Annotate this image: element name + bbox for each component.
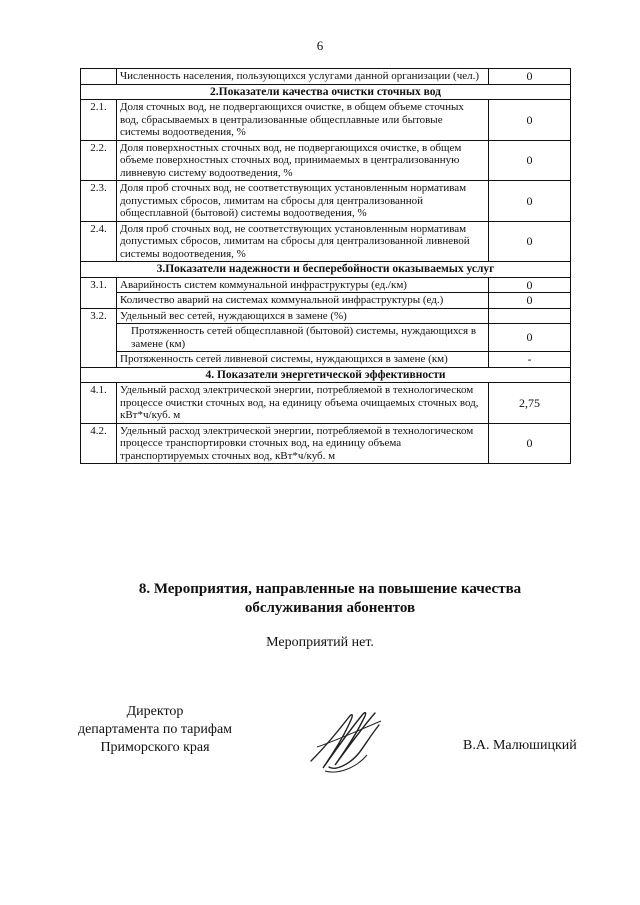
signatory-line1: Директор — [126, 704, 184, 719]
indicator-value: 0 — [489, 181, 571, 222]
indicator-name: Удельный расход электрической энергии, потребляемой в технологическом процессе очистки сточных вод, на единицу объема очищаемых сточных вод, кВт*ч/куб. м — [117, 383, 489, 424]
row-number: 4.2. — [81, 423, 117, 464]
table-row — [81, 383, 571, 424]
indicator-name: Доля сточных вод, не подвергающихся очистке, в общем объеме сточных вод, сбрасываемых в централизованные общесплавные или бытовые системы водоотведения, % — [117, 100, 489, 141]
indicator-name: Протяженность сетей общесплавной (бытовой) системы, нуждающихся в замене (км) — [117, 324, 489, 352]
indicator-value: 0 — [489, 423, 571, 464]
indicator-value: 0 — [489, 100, 571, 141]
row-number: 2.3. — [81, 181, 117, 222]
indicators-table-body — [81, 69, 571, 464]
section-row — [81, 262, 571, 278]
table-row — [81, 423, 571, 464]
row-number: 3.1. — [81, 277, 117, 308]
measures-note: Мероприятий нет. — [266, 635, 374, 650]
table-row — [81, 277, 571, 293]
indicator-value: 0 — [489, 221, 571, 262]
indicator-name: Доля проб сточных вод, не соответствующих установленным нормативам допустимых сбросов, лимитам на сбросы для централизованной ливневой системы водоотведения, % — [117, 221, 489, 262]
signatory-name: В.А. Малюшицкий — [463, 738, 577, 753]
row-number: 2.2. — [81, 140, 117, 181]
indicators-table — [80, 68, 571, 464]
table-row — [81, 352, 571, 368]
section-title: 4. Показатели энергетической эффективности — [81, 367, 571, 383]
signatory-line3: Приморского края — [100, 740, 210, 755]
indicator-name: Аварийность систем коммунальной инфраструктуры (ед./км) — [117, 277, 489, 293]
table-row — [81, 100, 571, 141]
indicator-value: 0 — [489, 277, 571, 293]
table-row — [81, 181, 571, 222]
row-number: 2.4. — [81, 221, 117, 262]
row-number: 2.1. — [81, 100, 117, 141]
indicator-name: Доля проб сточных вод, не соответствующих установленным нормативам допустимых сбросов, лимитам на сбросы для централизованной общесплавной (бытовой) системы водоотведения, % — [117, 181, 489, 222]
row-number: 3.2. — [81, 308, 117, 367]
indicator-name: Удельный вес сетей, нуждающихся в замене (%) — [117, 308, 489, 324]
indicator-value: 0 — [489, 140, 571, 181]
indicator-name: Количество аварий на системах коммунальной инфраструктуры (ед.) — [117, 293, 489, 309]
signatory-line2: департамента по тарифам — [77, 722, 233, 737]
section-heading — [60, 580, 600, 618]
table-row — [81, 140, 571, 181]
table-row — [81, 69, 571, 85]
section-heading-line1: 8. Мероприятия, направленные на повышение качества — [138, 581, 522, 597]
indicator-value — [489, 308, 571, 324]
section-heading-line2: обслуживания абонентов — [244, 600, 416, 616]
table-row — [81, 324, 571, 352]
indicator-value: 0 — [489, 324, 571, 352]
table-row — [81, 293, 571, 309]
row-number — [81, 69, 117, 85]
handwritten-signature — [305, 705, 385, 780]
section-row — [81, 367, 571, 383]
row-number: 4.1. — [81, 383, 117, 424]
indicator-name: Доля поверхностных сточных вод, не подвергающихся очистке, в общем объеме поверхностных сточных вод, принимаемых в централизованную ливневую систему водоотведения, % — [117, 140, 489, 181]
indicator-value: 0 — [489, 293, 571, 309]
page-number: 6 — [316, 38, 324, 53]
table-row — [81, 308, 571, 324]
section-title: 3.Показатели надежности и бесперебойности оказываемых услуг — [81, 262, 571, 278]
section-title: 2.Показатели качества очистки сточных вод — [81, 84, 571, 100]
indicator-name: Протяженность сетей ливневой системы, нуждающихся в замене (км) — [117, 352, 489, 368]
indicator-name: Удельный расход электрической энергии, потребляемой в технологическом процессе транспортировки сточных вод, на единицу объема транспортируемых сточных вод, кВт*ч/куб. м — [117, 423, 489, 464]
indicator-name: Численность населения, пользующихся услугами данной организации (чел.) — [117, 69, 489, 85]
signatory-title — [55, 703, 255, 757]
indicator-value: 2,75 — [489, 383, 571, 424]
indicator-value: - — [489, 352, 571, 368]
table-row — [81, 221, 571, 262]
indicator-value: 0 — [489, 69, 571, 85]
section-row — [81, 84, 571, 100]
